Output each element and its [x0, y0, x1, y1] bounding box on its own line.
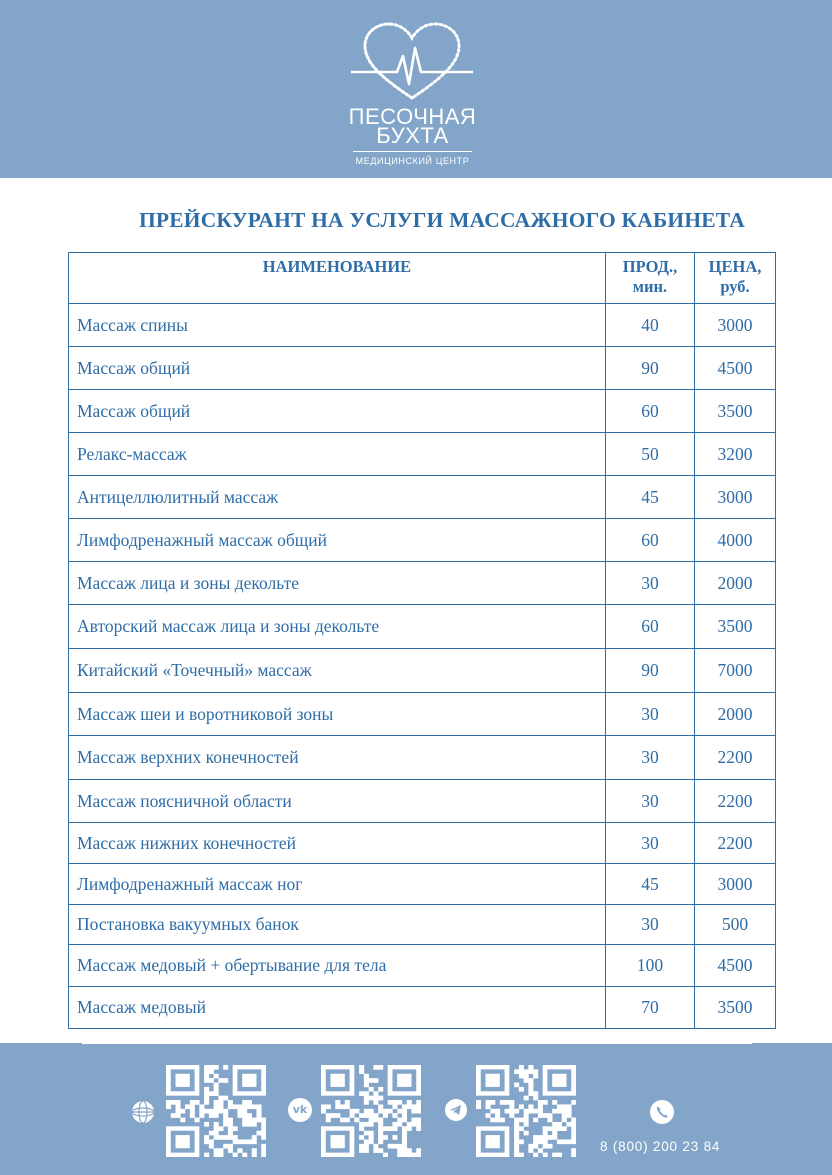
service-name: Лимфодренажный массаж ног — [69, 864, 606, 905]
logo-divider — [353, 151, 472, 152]
page-title: ПРЕЙСКУРАНТ НА УСЛУГИ МАССАЖНОГО КАБИНЕТА — [138, 208, 746, 232]
service-name: Массаж поясничной области — [69, 780, 606, 823]
service-price: 3500 — [695, 987, 776, 1029]
www-icon[interactable] — [131, 1100, 155, 1124]
table-row — [69, 780, 776, 823]
service-name: Релакс-массаж — [69, 433, 606, 476]
service-name: Массаж лица и зоны декольте — [69, 562, 606, 605]
service-name: Постановка вакуумных банок — [69, 905, 606, 945]
table-row — [69, 945, 776, 987]
column-header-name — [69, 253, 606, 304]
service-name: Массаж нижних конечностей — [69, 823, 606, 864]
table-row — [69, 304, 776, 347]
service-duration: 30 — [606, 562, 695, 605]
column-header-name-label: НАИМЕНОВАНИЕ — [262, 257, 412, 276]
service-price: 4500 — [695, 945, 776, 987]
qr-code-vk[interactable] — [321, 1065, 421, 1157]
service-price: 3500 — [695, 390, 776, 433]
service-price: 3500 — [695, 605, 776, 649]
service-duration: 30 — [606, 780, 695, 823]
service-duration: 60 — [606, 390, 695, 433]
service-duration: 45 — [606, 476, 695, 519]
column-header-duration — [606, 253, 695, 304]
table-row — [69, 905, 776, 945]
logo-name-line1: ПЕСОЧНАЯ — [348, 104, 477, 129]
logo-name-line2: БУХТА — [376, 123, 449, 148]
table-row — [69, 390, 776, 433]
service-price: 3200 — [695, 433, 776, 476]
service-price: 2000 — [695, 693, 776, 736]
service-price: 3000 — [695, 864, 776, 905]
service-price: 2200 — [695, 736, 776, 780]
table-row — [69, 347, 776, 390]
phone-icon[interactable] — [649, 1099, 675, 1125]
service-name: Массаж медовый + обертывание для тела — [69, 945, 606, 987]
column-header-duration-line1: ПРОД., — [622, 257, 678, 276]
service-name: Массаж общий — [69, 347, 606, 390]
service-price: 7000 — [695, 649, 776, 693]
column-header-price-line2: руб. — [720, 277, 750, 296]
service-price: 2200 — [695, 823, 776, 864]
price-table — [68, 252, 776, 1029]
service-name: Массаж верхних конечностей — [69, 736, 606, 780]
footer-divider — [82, 1043, 752, 1044]
column-header-price-line1: ЦЕНА, — [708, 257, 762, 276]
service-duration: 40 — [606, 304, 695, 347]
phone-number[interactable]: 8 (800) 200 23 84 — [600, 1139, 721, 1154]
service-duration: 30 — [606, 736, 695, 780]
table-header-row — [69, 253, 776, 304]
qr-code-telegram[interactable] — [476, 1065, 576, 1157]
table-row — [69, 519, 776, 562]
service-name: Массаж медовый — [69, 987, 606, 1029]
qr-pattern — [321, 1065, 421, 1157]
service-name: Массаж общий — [69, 390, 606, 433]
service-name: Лимфодренажный массаж общий — [69, 519, 606, 562]
qr-code-website[interactable] — [166, 1065, 266, 1157]
service-duration: 30 — [606, 905, 695, 945]
service-name: Массаж спины — [69, 304, 606, 347]
service-price: 4000 — [695, 519, 776, 562]
logo-subtitle: МЕДИЦИНСКИЙ ЦЕНТР — [355, 156, 470, 166]
service-duration: 90 — [606, 347, 695, 390]
service-price: 2200 — [695, 780, 776, 823]
table-row — [69, 649, 776, 693]
service-price: 2000 — [695, 562, 776, 605]
service-duration: 30 — [606, 823, 695, 864]
vk-icon[interactable]: vk — [288, 1098, 312, 1122]
table-row — [69, 693, 776, 736]
table-row — [69, 864, 776, 905]
service-duration: 100 — [606, 945, 695, 987]
table-row — [69, 562, 776, 605]
service-name: Авторский массаж лица и зоны декольте — [69, 605, 606, 649]
table-row — [69, 736, 776, 780]
table-row — [69, 987, 776, 1029]
footer-band — [0, 1043, 832, 1175]
header-band — [0, 0, 832, 178]
service-duration: 45 — [606, 864, 695, 905]
service-price: 4500 — [695, 347, 776, 390]
service-name: Китайский «Точечный» массаж — [69, 649, 606, 693]
service-duration: 50 — [606, 433, 695, 476]
heart-pulse-icon — [345, 18, 480, 104]
service-duration: 30 — [606, 693, 695, 736]
service-name: Антицеллюлитный массаж — [69, 476, 606, 519]
table-row — [69, 433, 776, 476]
table-row — [69, 823, 776, 864]
service-price: 500 — [695, 905, 776, 945]
service-price: 3000 — [695, 476, 776, 519]
column-header-price — [695, 253, 776, 304]
qr-pattern — [476, 1065, 576, 1157]
service-duration: 70 — [606, 987, 695, 1029]
column-header-duration-line2: мин. — [632, 277, 668, 296]
service-price: 3000 — [695, 304, 776, 347]
telegram-icon[interactable] — [444, 1098, 468, 1122]
table-row — [69, 605, 776, 649]
service-duration: 90 — [606, 649, 695, 693]
qr-pattern — [166, 1065, 266, 1157]
service-duration: 60 — [606, 605, 695, 649]
service-duration: 60 — [606, 519, 695, 562]
logo — [345, 18, 480, 173]
service-name: Массаж шеи и воротниковой зоны — [69, 693, 606, 736]
table-row — [69, 476, 776, 519]
